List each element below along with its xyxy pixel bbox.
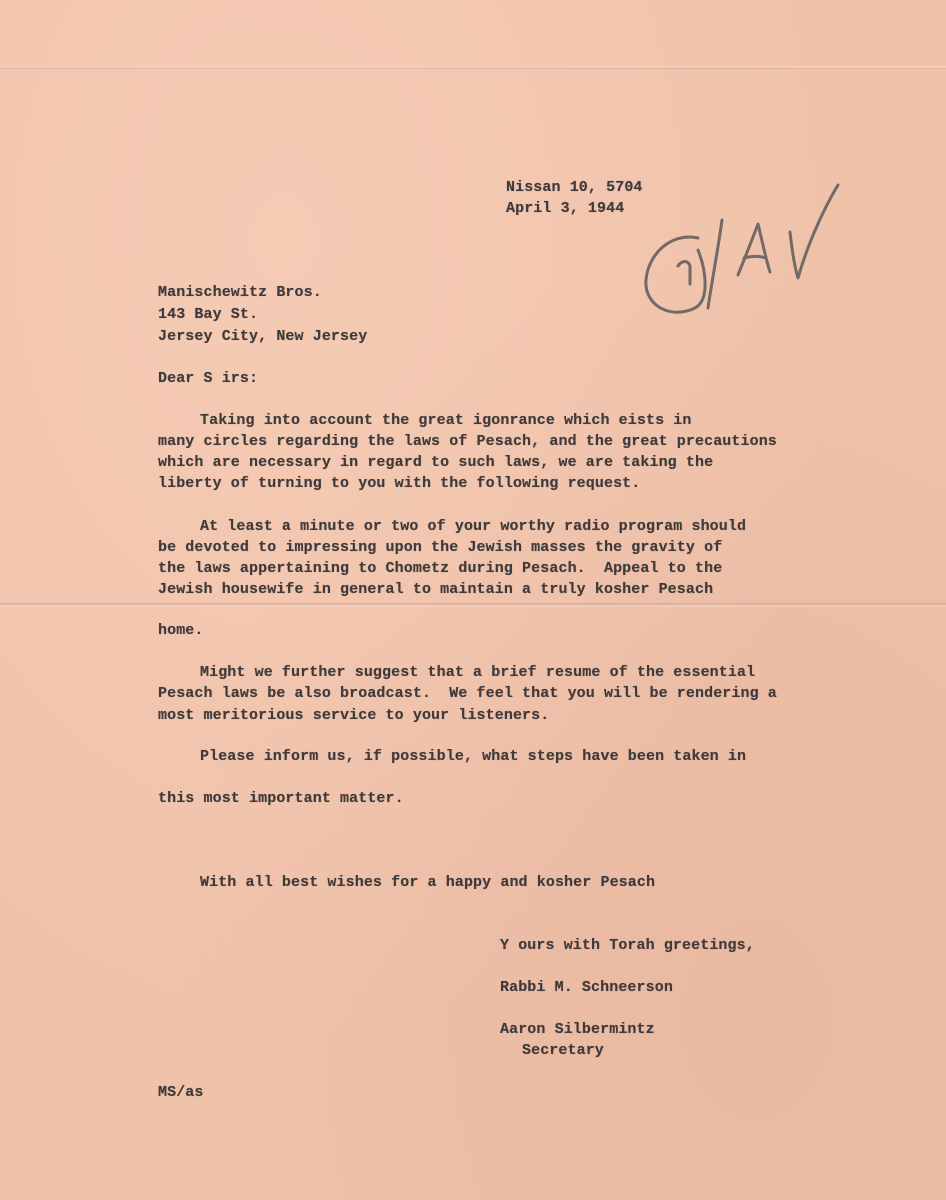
paper-fold-line (0, 66, 946, 69)
date-gregorian: April 3, 1944 (506, 200, 625, 217)
paragraph-1-line: Taking into account the great igonrance which eists in (200, 412, 692, 429)
paper-fold-line (0, 603, 946, 607)
secretary-title: Secretary (522, 1042, 604, 1059)
addressee-city: Jersey City, New Jersey (158, 328, 368, 345)
paragraph-2-line: be devoted to impressing upon the Jewish masses the gravity of (158, 539, 723, 556)
paragraph-2-line: At least a minute or two of your worthy radio program should (200, 518, 747, 535)
reference-initials: MS/as (158, 1084, 204, 1101)
signer-name: Rabbi M. Schneerson (500, 979, 673, 996)
paragraph-1-line: many circles regarding the laws of Pesach, and the great precautions (158, 433, 777, 450)
paragraph-3-line: Pesach laws be also broadcast. We feel that you will be rendering a (158, 685, 777, 702)
addressee-street: 143 Bay St. (158, 306, 259, 323)
paragraph-2-line: home. (158, 622, 204, 639)
paragraph-2-line: the laws appertaining to Chometz during Pesach. Appeal to the (158, 560, 723, 577)
secretary-name: Aaron Silbermintz (500, 1021, 655, 1038)
handwritten-initials-signature (640, 180, 850, 325)
salutation: Dear S irs: (158, 370, 259, 387)
paragraph-3-line: Might we further suggest that a brief resume of the essential (200, 664, 756, 681)
paragraph-3-line: most meritorious service to your listeners. (158, 707, 550, 724)
paragraph-1-line: liberty of turning to you with the following request. (158, 475, 641, 492)
date-hebrew: Nissan 10, 5704 (506, 179, 643, 196)
paragraph-4-line: this most important matter. (158, 790, 404, 807)
paragraph-4-line: Please inform us, if possible, what steps have been taken in (200, 748, 747, 765)
paragraph-2-line: Jewish housewife in general to maintain a truly kosher Pesach (158, 581, 714, 598)
closing-line: Y ours with Torah greetings, (500, 937, 755, 954)
closing-wishes: With all best wishes for a happy and kosher Pesach (200, 874, 656, 891)
addressee-name: Manischewitz Bros. (158, 284, 322, 301)
paragraph-1-line: which are necessary in regard to such laws, we are taking the (158, 454, 714, 471)
